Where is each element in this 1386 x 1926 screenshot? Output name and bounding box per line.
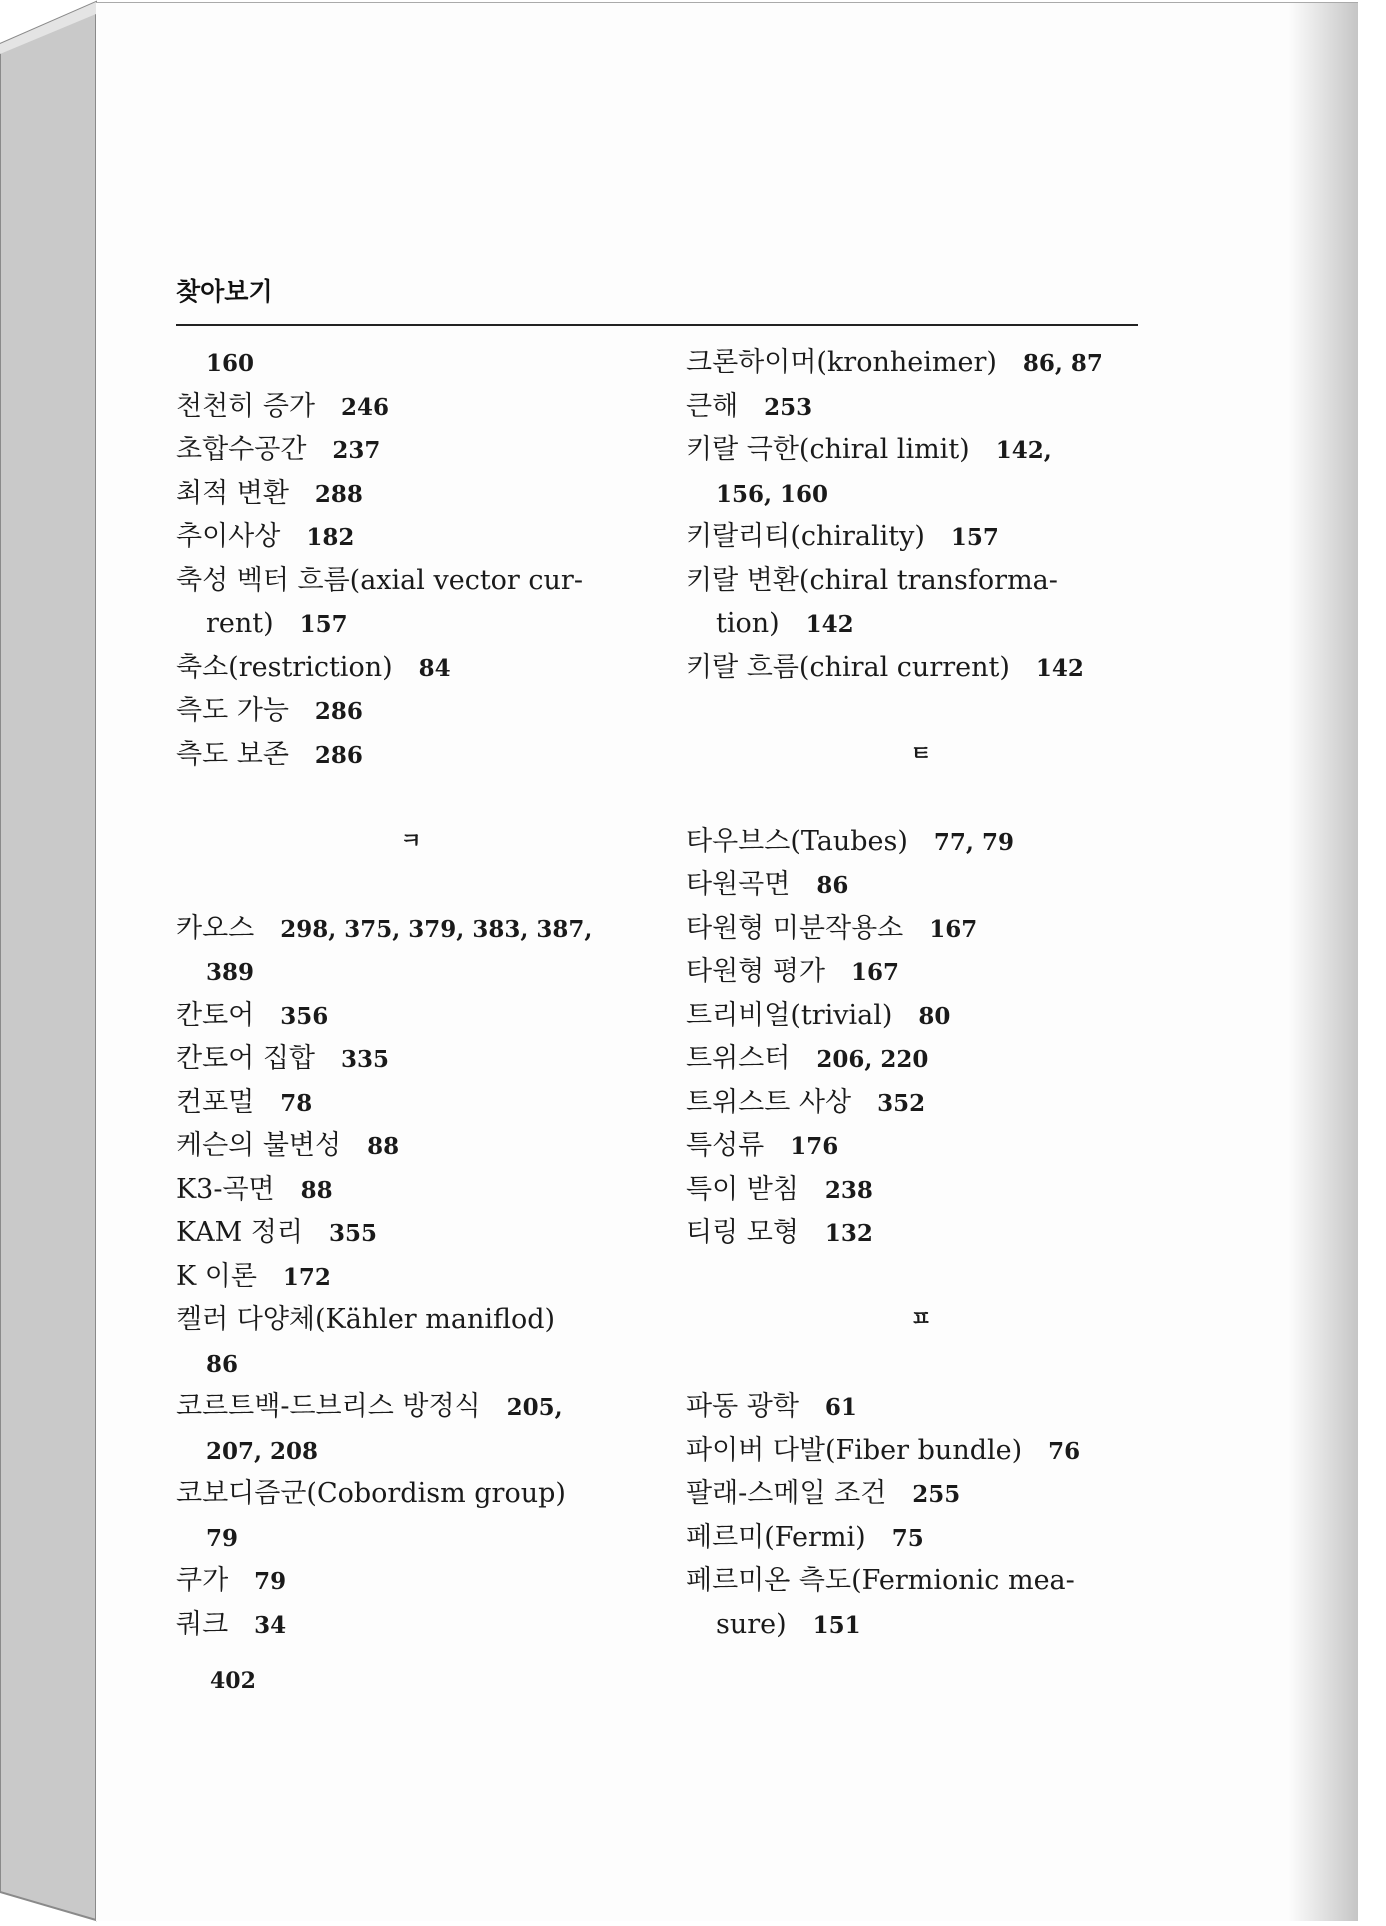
entry-term: 특이 받침 <box>686 1173 799 1205</box>
entry-term: 큰해 <box>686 390 739 422</box>
entry-term: sure) <box>716 1608 787 1640</box>
entry-term: 키랄 변환(chiral transforma- <box>686 564 1058 596</box>
spacer <box>686 1342 1156 1386</box>
entry-term: 특성류 <box>686 1130 765 1161</box>
index-entry <box>176 385 646 429</box>
index-entry <box>176 646 646 690</box>
index-entry <box>176 559 646 603</box>
entry-pages: 205, <box>506 1394 563 1421</box>
entry-pages: 355 <box>328 1220 377 1247</box>
section-letter: ㅋ <box>400 828 422 854</box>
entry-pages: 206, 220 <box>816 1046 929 1073</box>
index-entry-continuation <box>176 1342 646 1386</box>
index-entry <box>686 646 1156 690</box>
page-number: 402 <box>210 1668 256 1694</box>
entry-term: K3-곡면 <box>176 1173 275 1205</box>
entry-pages: 207, 208 <box>206 1437 319 1465</box>
entry-term: 타우브스(Taubes) <box>686 825 908 857</box>
index-entry <box>176 689 646 733</box>
index-entry <box>686 428 1156 472</box>
entry-pages: 352 <box>877 1089 926 1117</box>
entry-pages: 237 <box>332 437 381 464</box>
index-entry <box>686 907 1156 951</box>
index-entry <box>176 1168 646 1212</box>
entry-pages: 176 <box>790 1133 839 1160</box>
entry-pages: 79 <box>206 1524 239 1552</box>
index-entry <box>686 1385 1156 1429</box>
index-entry <box>686 559 1156 603</box>
entry-pages: 286 <box>314 698 363 725</box>
index-entry <box>686 1516 1156 1560</box>
index-entry <box>686 1429 1156 1473</box>
entry-term: 천천히 증가 <box>176 390 315 422</box>
index-entry <box>686 385 1156 429</box>
index-entry <box>686 1124 1156 1168</box>
index-entry-continuation <box>176 1429 646 1473</box>
entry-term: 파이버 다발(Fiber bundle) <box>686 1434 1023 1466</box>
entry-term: 초합수공간 <box>176 434 307 465</box>
entry-pages: 286 <box>314 741 363 769</box>
index-entry <box>686 950 1156 994</box>
entry-term: 크론하이머(kronheimer) <box>686 347 997 378</box>
entry-pages: 298, 375, 379, 383, 387, <box>280 915 593 943</box>
entry-pages: 172 <box>282 1263 331 1291</box>
index-entry <box>686 820 1156 864</box>
index-entry <box>686 1211 1156 1255</box>
index-entry <box>176 428 646 472</box>
book-spine <box>0 0 100 1926</box>
spacer <box>176 776 646 820</box>
entry-pages: 142 <box>1035 654 1084 682</box>
entry-term: 티링 모형 <box>686 1217 799 1248</box>
entry-term: 페르미(Fermi) <box>686 1521 866 1553</box>
entry-term: 키랄 흐름(chiral current) <box>686 651 1010 683</box>
entry-term: 케슨의 불변성 <box>176 1130 342 1161</box>
entry-term: tion) <box>716 608 780 639</box>
entry-pages: 356 <box>280 1002 329 1030</box>
index-entry <box>176 907 646 951</box>
index-entry <box>176 515 646 559</box>
section-heading <box>176 820 646 864</box>
index-entry <box>176 1298 646 1342</box>
entry-term: 파동 광학 <box>686 1391 799 1422</box>
index-entry <box>176 1124 646 1168</box>
entry-pages: 157 <box>950 524 999 551</box>
entry-term: K 이론 <box>176 1260 257 1292</box>
entry-term: 최적 변환 <box>176 477 289 509</box>
entry-term: 트위스터 <box>686 1043 791 1074</box>
index-entry-continuation <box>686 472 1156 516</box>
entry-pages: 86 <box>206 1350 239 1378</box>
section-letter: ㅌ <box>910 741 932 767</box>
index-entry <box>686 515 1156 559</box>
entry-term: 페르미온 측도(Fermionic mea- <box>686 1565 1075 1596</box>
entry-term: 타원곡면 <box>686 869 791 900</box>
entry-pages: 157 <box>299 611 348 638</box>
entry-pages: 86, 87 <box>1022 350 1103 377</box>
index-entry <box>176 733 646 777</box>
entry-term: 축소(restriction) <box>176 651 393 683</box>
index-column-left <box>176 341 646 1646</box>
entry-term: 쿠가 <box>176 1565 229 1596</box>
entry-term: 켈러 다양체(Kähler maniflod) <box>176 1304 556 1335</box>
index-entry-continuation <box>686 602 1156 646</box>
entry-term: 추이사상 <box>176 521 281 552</box>
index-entry-continuation <box>176 950 646 994</box>
index-entry <box>176 1385 646 1429</box>
entry-pages: 61 <box>824 1394 857 1421</box>
entry-pages: 238 <box>824 1176 873 1204</box>
index-entry <box>686 1037 1156 1081</box>
page-edge-shadow <box>1288 3 1358 1921</box>
entry-term: KAM 정리 <box>176 1217 303 1248</box>
spacer <box>176 863 646 907</box>
entry-pages: 160 <box>206 350 255 377</box>
entry-pages: 88 <box>367 1133 400 1160</box>
entry-pages: 389 <box>206 959 255 986</box>
entry-term: 타원형 평가 <box>686 956 825 987</box>
entry-term: 카오스 <box>176 912 255 944</box>
entry-pages: 76 <box>1048 1437 1081 1465</box>
index-entry <box>686 1168 1156 1212</box>
page-header <box>176 270 1138 326</box>
section-heading <box>686 1298 1156 1342</box>
entry-term: 쿼크 <box>176 1608 229 1640</box>
entry-term: 칸토어 <box>176 999 255 1031</box>
index-entry <box>686 341 1156 385</box>
entry-term: 축성 벡터 흐름(axial vector cur- <box>176 564 583 596</box>
entry-term: 칸토어 집합 <box>176 1043 315 1074</box>
section-heading <box>686 733 1156 777</box>
entry-pages: 335 <box>341 1046 390 1073</box>
entry-pages: 34 <box>254 1611 287 1639</box>
entry-pages: 132 <box>824 1220 873 1247</box>
index-entry-continuation <box>176 341 646 385</box>
index-entry <box>176 1603 646 1647</box>
index-entry <box>176 1472 646 1516</box>
entry-term: rent) <box>206 608 274 639</box>
index-entry <box>176 1559 646 1603</box>
entry-pages: 84 <box>418 654 451 682</box>
entry-term: 측도 가능 <box>176 695 289 726</box>
index-entry <box>176 1211 646 1255</box>
entry-pages: 288 <box>314 480 363 508</box>
entry-pages: 255 <box>912 1481 961 1508</box>
entry-pages: 142 <box>805 611 854 638</box>
entry-pages: 88 <box>300 1176 333 1204</box>
entry-term: 컨포멀 <box>176 1086 255 1118</box>
entry-term: 타원형 미분작용소 <box>686 912 904 944</box>
index-entry <box>176 472 646 516</box>
entry-pages: 167 <box>929 915 978 943</box>
entry-pages: 79 <box>254 1568 287 1595</box>
entry-term: 트위스트 사상 <box>686 1086 852 1118</box>
entry-term: 측도 보존 <box>176 738 289 770</box>
index-entry <box>686 1559 1156 1603</box>
entry-term: 코르트백-드브리스 방정식 <box>176 1391 481 1422</box>
entry-pages: 151 <box>812 1611 861 1639</box>
entry-pages: 75 <box>891 1524 924 1552</box>
entry-term: 키랄리티(chirality) <box>686 521 925 552</box>
spacer <box>686 689 1156 733</box>
index-entry <box>686 863 1156 907</box>
entry-pages: 142, <box>995 437 1052 464</box>
entry-term: 키랄 극한(chiral limit) <box>686 434 970 465</box>
entry-pages: 156, 160 <box>716 480 829 508</box>
entry-term: 팔래-스메일 조건 <box>686 1478 887 1509</box>
index-entry <box>176 994 646 1038</box>
section-letter: ㅍ <box>910 1307 932 1332</box>
index-entry <box>686 1081 1156 1125</box>
index-entry <box>686 1472 1156 1516</box>
entry-pages: 167 <box>851 959 900 986</box>
entry-pages: 86 <box>816 872 849 899</box>
entry-pages: 80 <box>918 1002 951 1030</box>
entry-pages: 77, 79 <box>933 828 1014 856</box>
entry-pages: 246 <box>341 393 390 421</box>
index-entry <box>176 1081 646 1125</box>
index-entry-continuation <box>176 1516 646 1560</box>
index-entry-continuation <box>176 602 646 646</box>
index-entry <box>176 1037 646 1081</box>
entry-term: 트리비얼(trivial) <box>686 999 893 1031</box>
index-entry <box>176 1255 646 1299</box>
index-column-right <box>686 341 1156 1646</box>
entry-pages: 182 <box>306 524 355 551</box>
spacer <box>686 776 1156 820</box>
entry-term: 코보디즘군(Cobordism group) <box>176 1478 566 1509</box>
header-title: 찾아보기 <box>176 277 273 306</box>
index-entry-continuation <box>686 1603 1156 1647</box>
index-entry <box>686 994 1156 1038</box>
entry-pages: 253 <box>764 393 813 421</box>
entry-pages: 78 <box>280 1089 313 1117</box>
spacer <box>686 1255 1156 1299</box>
